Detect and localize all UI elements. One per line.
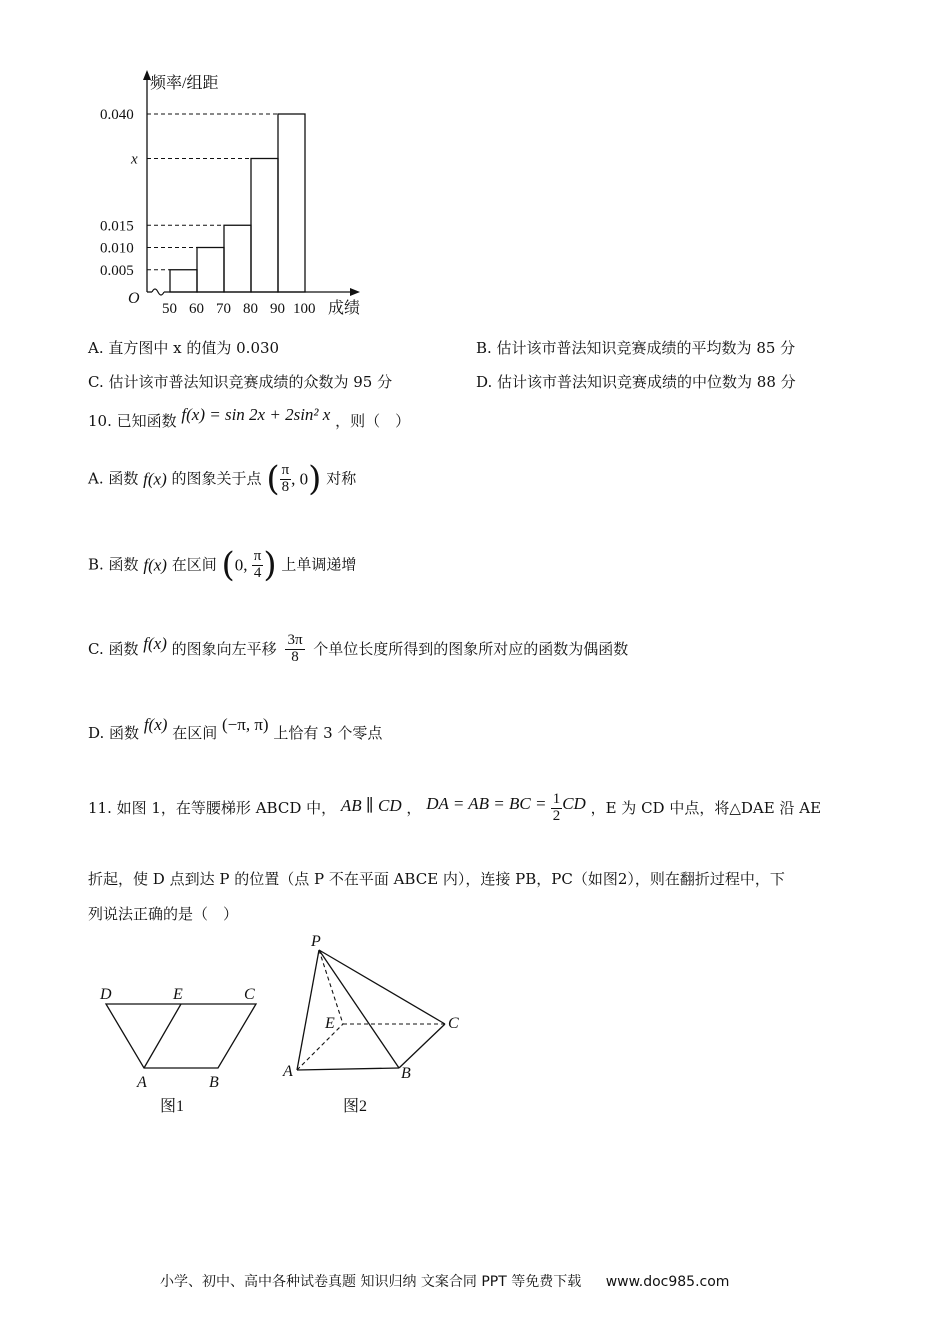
label-d: D: [100, 986, 112, 1003]
q10-b-frac: $\frac{\pi}{4}$: [253, 547, 262, 581]
y-tick-label: 0.005: [100, 262, 134, 279]
q10-b-suffix: 上单调递增: [281, 555, 357, 574]
y-axis-label: 频率/组距: [150, 75, 219, 92]
label-a: A: [137, 1074, 147, 1091]
q11-stem-tail: ，E 为 CD 中点，将△DAE 沿 AE: [590, 798, 822, 817]
edge-bc: [399, 1024, 445, 1068]
q10-a-lparen: (: [266, 459, 280, 499]
q10-option-c: [88, 633, 628, 666]
page-footer: [160, 1271, 729, 1291]
x-axis-break: [152, 289, 164, 295]
footer-url[interactable]: www.doc985.com: [605, 1274, 730, 1290]
q9-option-c: C. 估计该市普法知识竞赛成绩的众数为 95 分: [88, 373, 393, 391]
q10-b-lparen: (: [221, 545, 235, 585]
x-tick-label: 60: [189, 301, 204, 317]
q10-formula: f(x) = sin 2x + 2sin² x: [181, 405, 331, 424]
x-tick-label: 100: [293, 301, 316, 317]
figure-2-caption: 图2: [343, 1098, 368, 1115]
figure-1-trapezoid: [90, 980, 280, 1120]
label-c2: C: [448, 1015, 459, 1032]
q10-a-mid: 的图象关于点: [171, 469, 262, 488]
x-tick-label: 90: [270, 301, 285, 317]
q10-a-zero: , 0: [291, 469, 309, 489]
histogram-bar: [251, 159, 278, 293]
q9-option-b: B. 估计该市普法知识竞赛成绩的平均数为 85 分: [476, 339, 796, 357]
q10-c-suffix: 个单位长度所得到的图象所对应的函数为偶函数: [313, 639, 629, 658]
label-b: B: [209, 1074, 219, 1091]
q10-d-suffix: 上恰有 3 个零点: [273, 724, 383, 742]
q10-d-func: f(x): [143, 715, 168, 734]
q11-stem-prefix: 11. 如图 1，在等腰梯形 ABCD 中，: [88, 798, 337, 817]
label-p: P: [311, 933, 321, 950]
x-axis-arrow: [350, 288, 360, 296]
origin-label: O: [128, 290, 140, 307]
segment-ea: [144, 1004, 181, 1068]
q10-a-prefix: A. 函数: [88, 469, 139, 488]
label-e: E: [173, 986, 183, 1003]
q9-option-a: A. 直方图中 x 的值为 0.030: [88, 339, 280, 357]
q10-c-prefix: C. 函数: [88, 639, 139, 658]
q10-c-mid: 的图象向左平移: [171, 639, 277, 658]
q11-stem-line2: 折起，使 D 点到达 P 的位置（点 P 不在平面 ABCE 内），连接 PB，PC（如图2），则在翻折过程中，下: [88, 870, 785, 888]
label-b2: B: [401, 1065, 411, 1082]
q10-b-prefix: B. 函数: [88, 555, 139, 574]
q10-d-interval: (−π, π): [221, 715, 269, 734]
q10-stem-prefix: 10. 已知函数: [88, 412, 177, 430]
q11-equation: DA = AB = BC =: [426, 793, 551, 813]
x-axis-label: 成绩: [328, 300, 361, 317]
edge-pa: [297, 950, 319, 1070]
q11-half-frac: $\frac{1}{2}$: [552, 791, 561, 824]
q10-b-mid: 在区间: [171, 555, 217, 574]
q10-c-func: f(x): [143, 633, 167, 653]
q10-a-frac: $\frac{\pi}{8}$: [281, 461, 290, 495]
q10-d-mid: 在区间: [172, 724, 218, 742]
histogram-bar: [197, 248, 224, 293]
histogram-bar: [224, 225, 251, 292]
q10-a-suffix: 对称: [326, 469, 357, 488]
figure-1-caption: 图1: [160, 1098, 185, 1115]
edge-pb: [319, 950, 399, 1068]
q9-option-d: D. 估计该市普法知识竞赛成绩的中位数为 88 分: [476, 373, 796, 391]
trapezoid-outline: [106, 1004, 256, 1068]
y-tick-label: 0.040: [100, 107, 134, 123]
q10-a-rparen: ): [308, 459, 322, 499]
label-a2: A: [283, 1063, 293, 1080]
histogram-chart: [0, 0, 400, 330]
label-e2: E: [325, 1015, 335, 1032]
q11-parallel: AB ∥ CD: [340, 795, 402, 815]
q10-a-func: f(x): [143, 469, 167, 489]
q10-option-d: [88, 715, 383, 743]
y-tick-label: x: [131, 151, 138, 168]
q11-stem-line1: 11. 如图 1，在等腰梯形 ABCD 中， AB ∥ CD ， DA = AB = BC = $\frac{1}{2}$ CD ，E 为 CD 中点，将△DAE 沿 AE: [88, 791, 822, 824]
x-tick-label: 50: [162, 301, 177, 317]
q10-b-func: f(x): [143, 555, 167, 575]
histogram-bar: [170, 270, 197, 292]
q10-stem: [88, 405, 411, 431]
q10-b-rparen: ): [263, 545, 277, 585]
y-tick-label: 0.015: [100, 218, 134, 235]
q11-eq-tail: CD: [562, 793, 586, 813]
figure-2-pyramid: [275, 930, 475, 1120]
footer-text: 小学、初中、高中各种试卷真题 知识归纳 文案合同 PPT 等免费下载: [160, 1274, 582, 1290]
q10-b-zero: 0,: [234, 555, 252, 575]
q10-option-a: [88, 459, 357, 499]
q10-d-prefix: D. 函数: [88, 724, 140, 742]
q10-c-frac: $\frac{3\pi}{8}$: [287, 632, 303, 665]
q11-stem-line3: 列说法正确的是（ ）: [88, 905, 239, 923]
q10-stem-suffix: ，则（ ）: [335, 412, 411, 430]
edge-pe-hidden: [319, 950, 343, 1024]
x-tick-label: 70: [216, 301, 231, 317]
y-tick-label: 0.010: [100, 240, 134, 257]
x-tick-label: 80: [243, 301, 258, 317]
label-c: C: [244, 986, 255, 1003]
edge-ab: [297, 1068, 399, 1070]
q10-option-b: [88, 545, 357, 585]
histogram-bar: [278, 114, 305, 292]
edge-pc: [319, 950, 445, 1024]
